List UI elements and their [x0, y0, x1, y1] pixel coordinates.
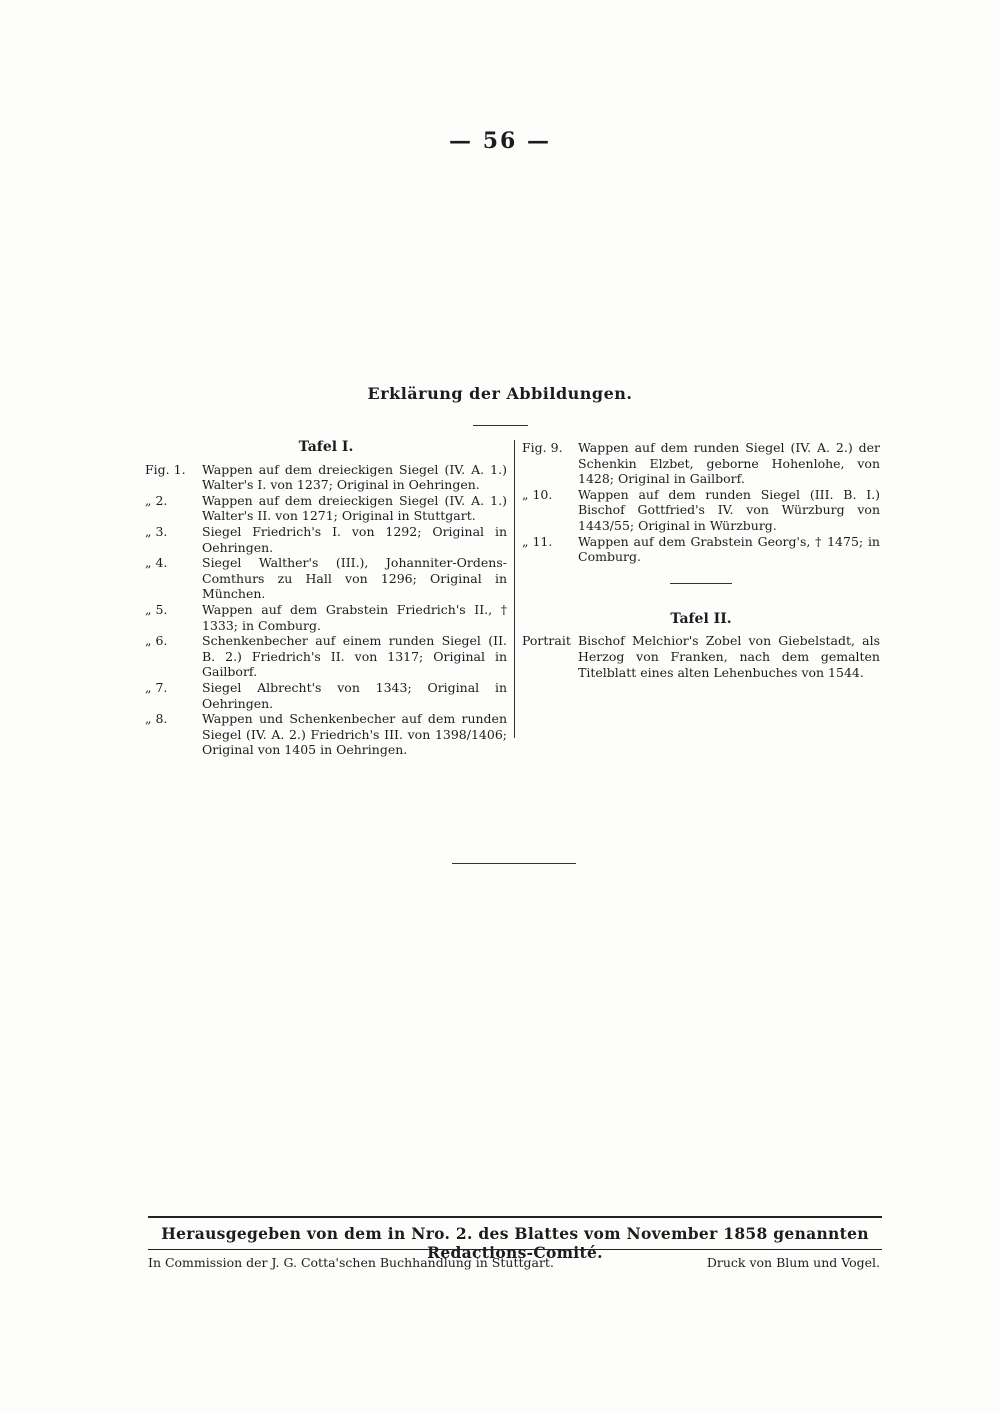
column-divider: [514, 440, 515, 738]
section-rule: [670, 583, 732, 584]
list-item: „ 5. Wappen auf dem Grabstein Friedrich's II., † 1333; in Comburg.: [145, 601, 507, 633]
list-item: „ 3. Siegel Friedrich's I. von 1292; Original in Oehringen.: [145, 523, 507, 555]
list-item: „ 11. Wappen auf dem Grabstein Georg's, † 1475; in Comburg.: [522, 533, 880, 565]
column-left: [145, 440, 507, 758]
list-item: „ 7. Siegel Albrecht's von 1343; Original in Oehringen.: [145, 679, 507, 711]
list-item: „ 8. Wappen und Schenkenbecher auf dem runden Siegel (IV. A. 2.) Friedrich's III. von 1398/1406; Original von 1405 in Oehringen.: [145, 711, 507, 758]
list-item: Portrait Bischof Melchior's Zobel von Giebelstadt, als Herzog von Franken, nach dem gemalten Titelblatt eines alten Lehenbuches von 1544.: [522, 633, 880, 680]
footer-commission: In Commission der J. G. Cotta'schen Buchhandlung in Stuttgart.: [148, 1255, 554, 1270]
footer-publisher-line: Herausgegeben von dem in Nro. 2. des Blattes vom November 1858 genannten Redactions-Comité.: [161, 1224, 869, 1262]
footer-printer: Druck von Blum und Vogel.: [706, 1255, 880, 1270]
tafel-1-title: Tafel I.: [298, 439, 354, 455]
page-number: — 56 —: [449, 128, 551, 154]
tafel-2-title: Tafel II.: [670, 610, 732, 627]
list-item: Fig. 1. Wappen auf dem dreieckigen Siegel (IV. A. 1.) Walter's I. von 1237; Original in Oehringen.: [145, 461, 507, 493]
heading-rule: [473, 425, 528, 426]
list-item: Fig. 9. Wappen auf dem runden Siegel (IV. A. 2.) der Schenkin Elzbet, geborne Hohenlohe, von 1428; Original in Gailborf.: [522, 440, 880, 487]
list-item: „ 2. Wappen auf dem dreieckigen Siegel (IV. A. 1.) Walter's II. von 1271; Original in Stuttgart.: [145, 492, 507, 524]
footer-rule: [148, 1216, 882, 1218]
section-heading: Erklärung der Abbildungen.: [367, 384, 633, 403]
list-item: „ 4. Siegel Walther's (III.), Johanniter-Ordens-Comthurs zu Hall von 1296; Original in München.: [145, 555, 507, 602]
end-rule: [452, 863, 576, 864]
list-item: „ 10. Wappen auf dem runden Siegel (III. B. I.) Bischof Gottfried's IV. von Würzburg von 1443/55; Original in Würzburg.: [522, 486, 880, 533]
list-item: „ 6. Schenkenbecher auf einem runden Siegel (II. B. 2.) Friedrich's II. von 1317; Original in Gailborf.: [145, 633, 507, 680]
footer-rule: [148, 1249, 882, 1250]
column-right: [522, 440, 880, 680]
